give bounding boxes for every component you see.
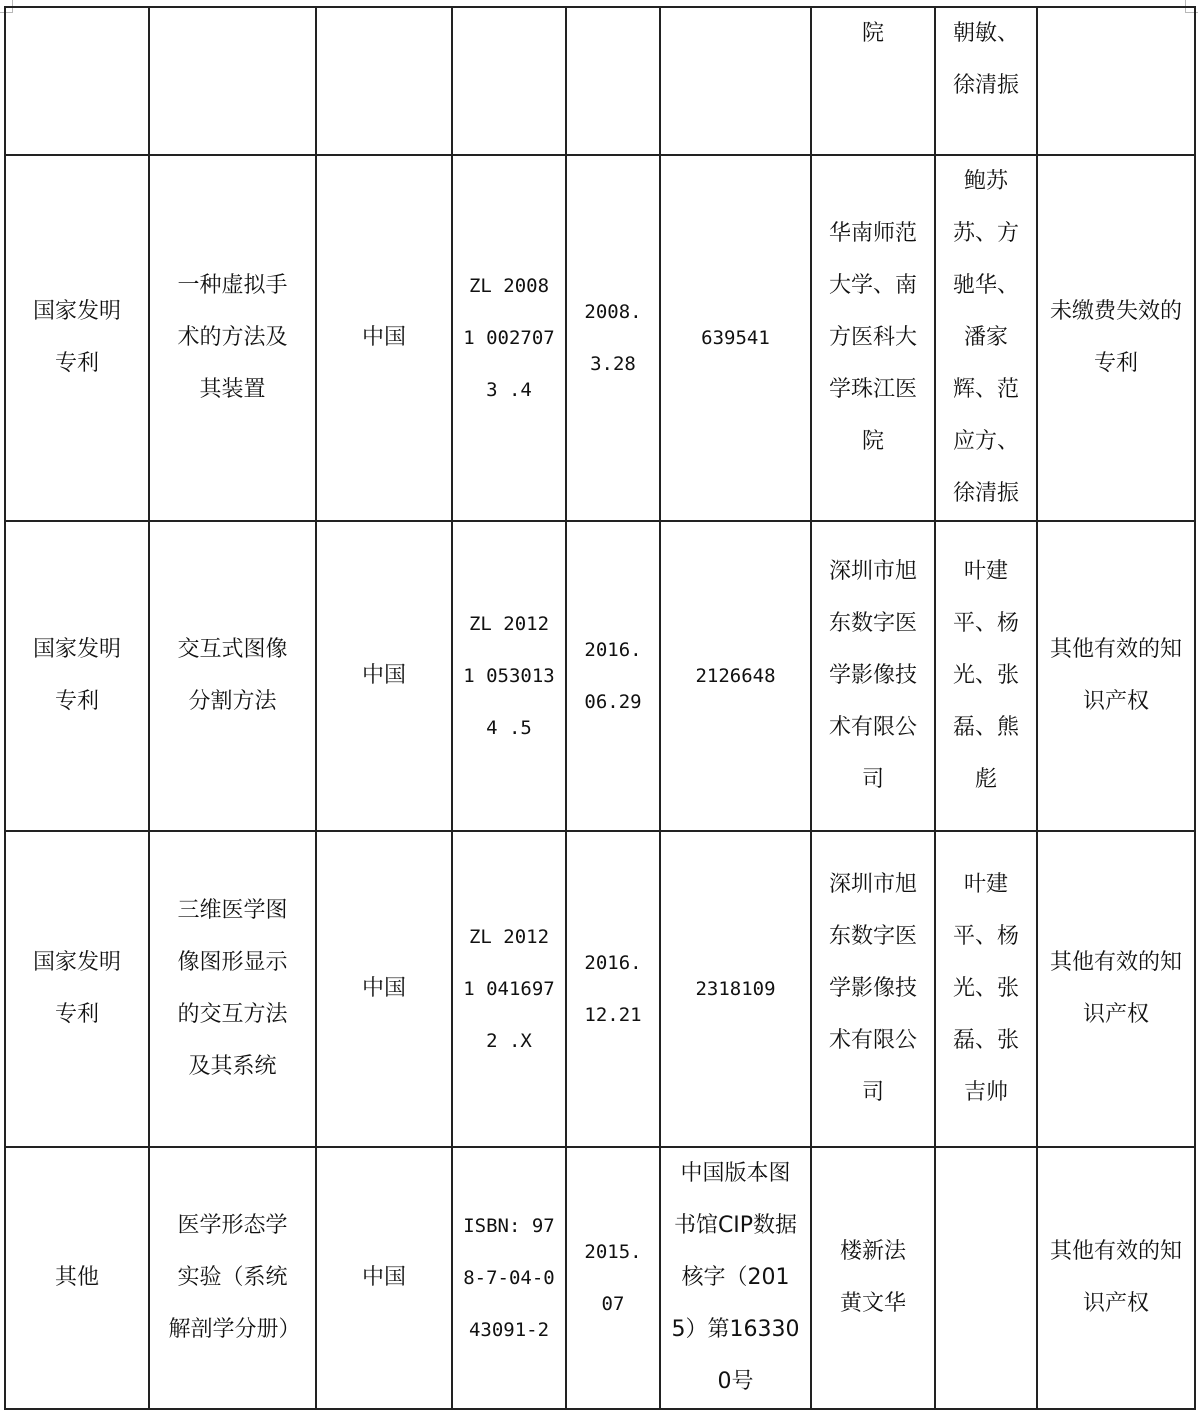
cert-cell: 2318109: [660, 831, 811, 1147]
owner-cell: 楼新法黄文华: [811, 1147, 935, 1409]
number-cell: [452, 7, 566, 155]
cert-cell: 中国版本图书馆CIP数据核字（2015）第163300号: [660, 1147, 811, 1409]
number-cell: ISBN: 978-7-04-043091-2: [452, 1147, 566, 1409]
country-cell: 中国: [316, 1147, 452, 1409]
type-cell: [5, 7, 149, 155]
table-row: [5, 831, 1195, 1147]
name-cell: 交互式图像分割方法: [149, 521, 316, 831]
number-cell: ZL 2012 1 0416972 .X: [452, 831, 566, 1147]
country-cell: 中国: [316, 155, 452, 521]
date-cell: [566, 7, 660, 155]
name-cell: 三维医学图像图形显示的交互方法及其系统: [149, 831, 316, 1147]
date-cell: 2015. 07: [566, 1147, 660, 1409]
table-row: [5, 7, 1195, 155]
table-row: [5, 1147, 1195, 1409]
date-cell: 2016. 06.29: [566, 521, 660, 831]
inventors-cell: [935, 1147, 1037, 1409]
name-cell: [149, 7, 316, 155]
status-cell: 未缴费失效的专利: [1037, 155, 1195, 521]
owner-cell: 华南师范大学、南方医科大学珠江医院: [811, 155, 935, 521]
inventors-cell: 朝敏、徐清振: [935, 7, 1037, 155]
cert-cell: 2126648: [660, 521, 811, 831]
number-cell: ZL 2008 1 0027073 .4: [452, 155, 566, 521]
ip-achievements-table: [4, 6, 1196, 1410]
inventors-cell: 叶建平、杨光、张磊、熊彪: [935, 521, 1037, 831]
inventors-cell: 鲍苏苏、方驰华、潘家辉、范应方、徐清振: [935, 155, 1037, 521]
date-cell: 2016. 12.21: [566, 831, 660, 1147]
cert-cell: 639541: [660, 155, 811, 521]
status-cell: 其他有效的知识产权: [1037, 1147, 1195, 1409]
owner-cell: 深圳市旭东数字医学影像技术有限公司: [811, 831, 935, 1147]
table-row: [5, 155, 1195, 521]
owner-cell: 院: [811, 7, 935, 155]
name-cell: 一种虚拟手术的方法及其装置: [149, 155, 316, 521]
country-cell: 中国: [316, 521, 452, 831]
status-cell: 其他有效的知识产权: [1037, 831, 1195, 1147]
date-cell: 2008. 3.28: [566, 155, 660, 521]
type-cell: 国家发明专利: [5, 831, 149, 1147]
inventors-cell: 叶建平、杨光、张磊、张吉帅: [935, 831, 1037, 1147]
owner-cell: 深圳市旭东数字医学影像技术有限公司: [811, 521, 935, 831]
name-cell: 医学形态学实验（系统解剖学分册）: [149, 1147, 316, 1409]
number-cell: ZL 2012 1 0530134 .5: [452, 521, 566, 831]
status-cell: 其他有效的知识产权: [1037, 521, 1195, 831]
status-cell: [1037, 7, 1195, 155]
table-row: [5, 521, 1195, 831]
cert-cell: [660, 7, 811, 155]
country-cell: 中国: [316, 831, 452, 1147]
type-cell: 国家发明专利: [5, 155, 149, 521]
type-cell: 其他: [5, 1147, 149, 1409]
country-cell: [316, 7, 452, 155]
type-cell: 国家发明专利: [5, 521, 149, 831]
